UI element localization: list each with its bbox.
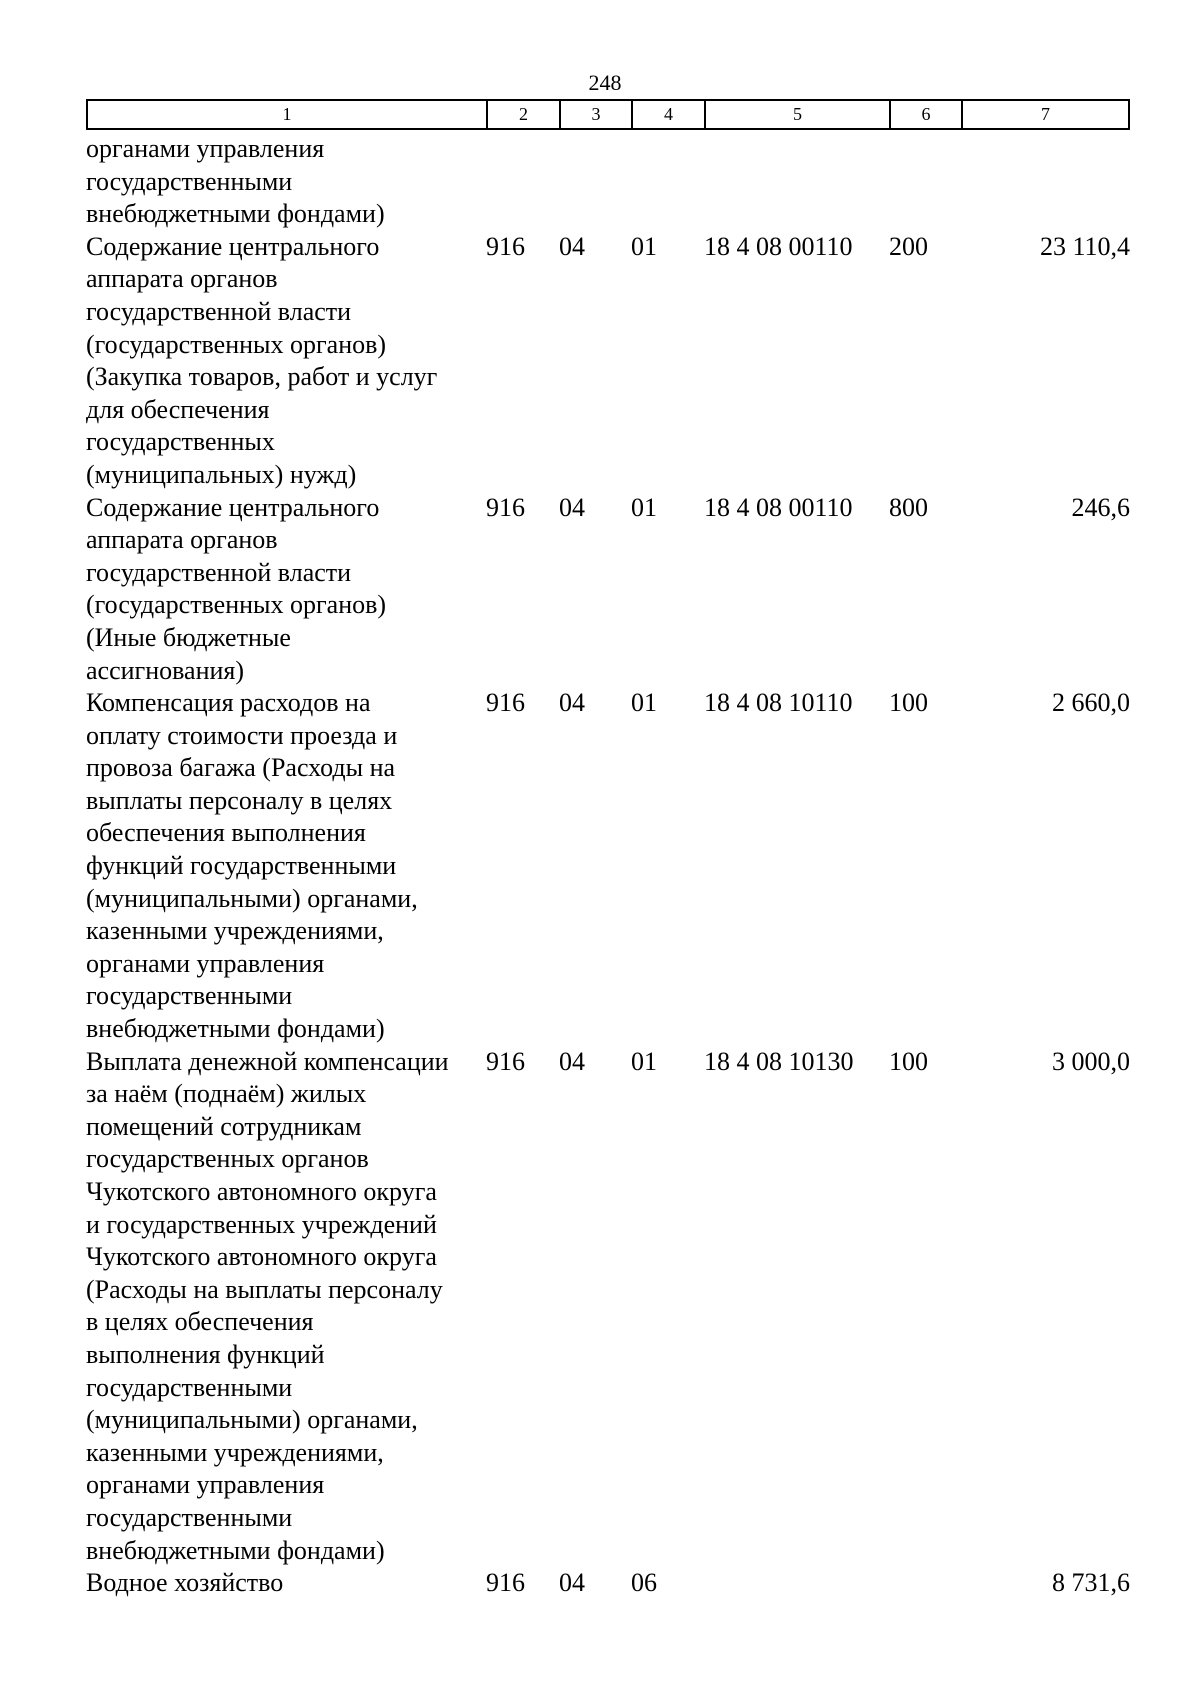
row-name: Выплата денежной компенсации за наём (поднаём) жилых помещений сотрудникам государственных органов Чукотского автономного округа и государственных учреждений Чукотского автономного округа (Расходы на выплаты персоналу в целях обеспечения выполнения функций государственными (муниципальными) органами, казенными учреждениями, органами управления государственными внебюджетными фондами) <box>86 1046 449 1565</box>
row-rz: 04 <box>559 231 585 261</box>
column-number-7: 7 <box>1041 104 1050 124</box>
row-sum: 23 110,4 <box>1039 231 1130 261</box>
row-pr: 01 <box>631 492 657 522</box>
column-number-header <box>86 99 1130 130</box>
column-number-1: 1 <box>88 101 488 128</box>
row-csr: 18 4 08 00110 <box>704 492 853 522</box>
column-number-5: 5 <box>706 101 891 128</box>
row-rz: 04 <box>559 1046 585 1076</box>
row-vr: 200 <box>889 231 928 261</box>
row-name: органами управления государственными внебюджетными фондами) <box>86 134 385 229</box>
row-rz: 04 <box>559 688 585 718</box>
column-number-2: 2 <box>488 101 561 128</box>
budget-table-body <box>86 133 1130 1600</box>
table-row <box>86 231 1130 492</box>
row-ved: 916 <box>486 1046 525 1076</box>
table-row <box>86 1567 1130 1600</box>
row-sum: 246,6 <box>1071 492 1130 522</box>
row-ved: 916 <box>486 1568 525 1598</box>
row-rz: 04 <box>559 1568 585 1598</box>
row-ved: 916 <box>486 231 525 261</box>
row-pr: 01 <box>631 231 657 261</box>
table-row <box>86 133 1130 231</box>
page-number: 248 <box>588 70 622 95</box>
table-row <box>86 492 1130 688</box>
row-name: Содержание центрального аппарата органов государственной власти (государственных органов) (Закупка товаров, работ и услуг для обеспечения государственных (муниципальных) нужд) <box>86 231 438 489</box>
row-csr: 18 4 08 10110 <box>704 688 853 718</box>
row-vr: 100 <box>889 688 928 718</box>
row-name: Водное хозяйство <box>86 1568 284 1598</box>
row-sum: 2 660,0 <box>1052 688 1130 718</box>
column-number-4: 4 <box>633 101 706 128</box>
table-row <box>86 687 1130 1046</box>
row-ved: 916 <box>486 688 525 718</box>
row-vr: 800 <box>889 492 928 522</box>
row-rz: 04 <box>559 492 585 522</box>
row-vr: 100 <box>889 1046 928 1076</box>
row-pr: 06 <box>631 1568 657 1598</box>
row-sum: 3 000,0 <box>1052 1046 1130 1076</box>
row-name: Содержание центрального аппарата органов государственной власти (государственных органов) (Иные бюджетные ассигнования) <box>86 492 387 685</box>
row-pr: 01 <box>631 1046 657 1076</box>
row-name: Компенсация расходов на оплату стоимости проезда и провоза багажа (Расходы на выплаты персоналу в целях обеспечения выполнения функций государственными (муниципальными) органами, казенными учреждениями, органами управления государственными внебюджетными фондами) <box>86 688 418 1044</box>
row-ved: 916 <box>486 492 525 522</box>
row-sum: 8 731,6 <box>1052 1568 1130 1598</box>
row-pr: 01 <box>631 688 657 718</box>
column-number-3: 3 <box>561 101 633 128</box>
table-row <box>86 1046 1130 1568</box>
row-csr: 18 4 08 00110 <box>704 231 853 261</box>
column-number-6: 6 <box>891 101 963 128</box>
row-csr: 18 4 08 10130 <box>704 1046 854 1076</box>
